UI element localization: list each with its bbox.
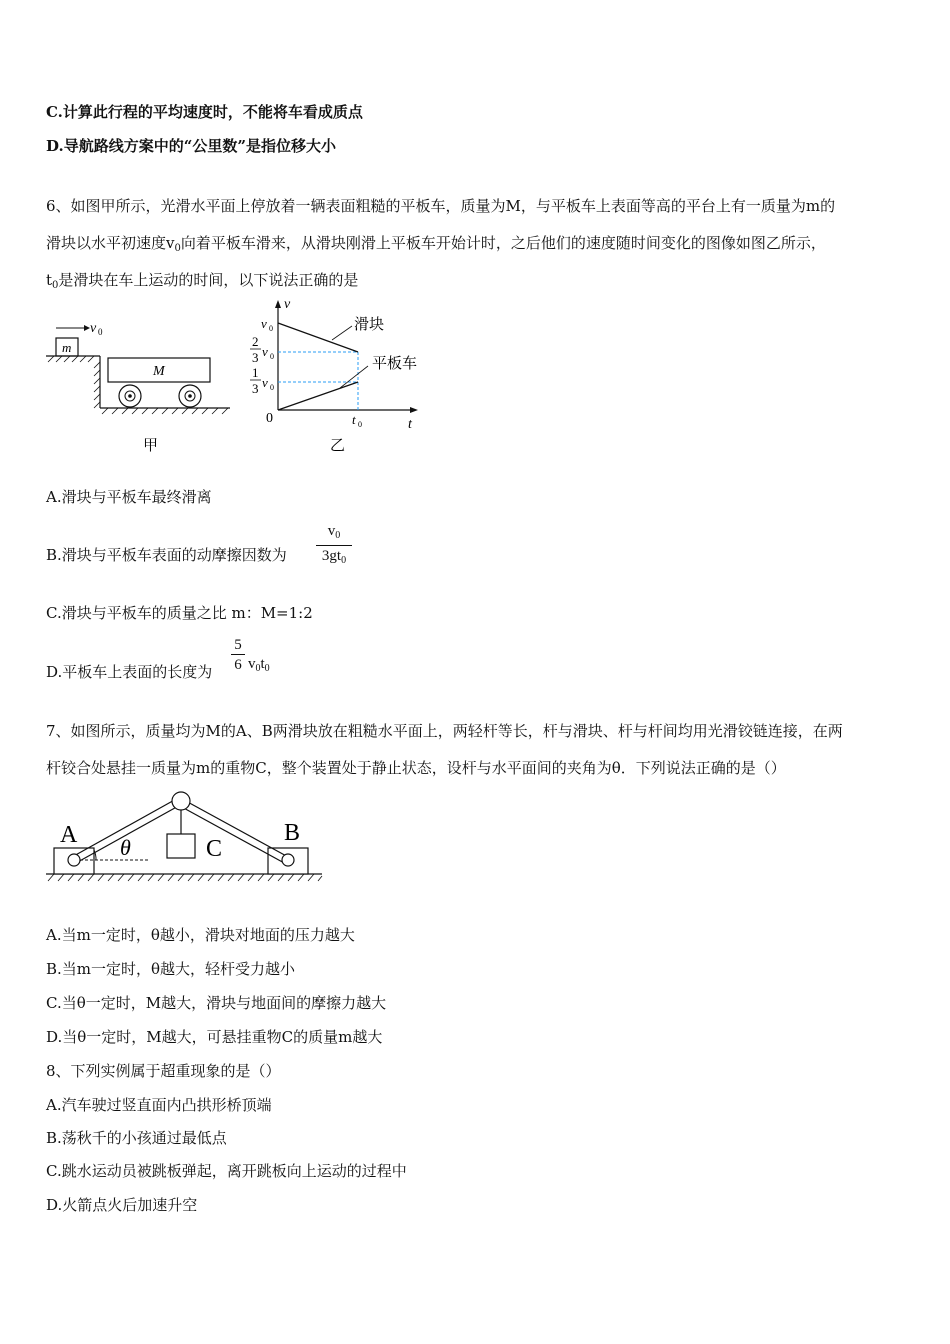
- svg-text:1: 1: [252, 365, 259, 380]
- yi-cart-line: [278, 382, 358, 410]
- q6-stem-line2: 滑块以水平初速度$v_0$向着平板车滑来，从滑块刚滑上平板车开始计时，之后他们的速度随时间变化的图像如图乙所示，: [46, 234, 826, 254]
- svg-text:0: 0: [98, 327, 103, 337]
- q8-option-b: B.荡秋千的小孩通过最低点: [46, 1129, 227, 1147]
- svg-text:0: 0: [269, 324, 273, 333]
- q7-option-d: D.当θ一定时，M越大，可悬挂重物C的质量m越大: [46, 1028, 383, 1046]
- svg-text:3: 3: [252, 350, 259, 365]
- q7-option-a: A.当m一定时，θ越小，滑块对地面的压力越大: [46, 926, 355, 944]
- q7-theta-label: θ: [120, 835, 131, 860]
- q8-option-d: D.火箭点火后加速升空: [46, 1196, 198, 1214]
- yi-origin: 0: [266, 411, 273, 426]
- q7-label-c: C: [206, 836, 223, 862]
- q8-stem: 8、下列实例属于超重现象的是（）: [46, 1062, 281, 1080]
- yi-t0-label: t: [352, 412, 356, 427]
- svg-text:0: 0: [270, 383, 274, 392]
- q6-option-c: C.滑块与平板车的质量之比 m：M=1:2: [46, 604, 313, 622]
- jia-caption: 甲: [143, 438, 159, 454]
- q5-option-c: C.计算此行程的平均速度时，不能将车看成质点: [46, 103, 363, 121]
- q7-stem-line2: 杆铰合处悬挂一质量为m的重物C，整个装置处于静止状态，设杆与水平面间的夹角为θ．下列说法正确的是（）: [46, 759, 786, 777]
- q7-stem-line1: 7、如图所示，质量均为M的A、B两滑块放在粗糙水平面上，两轻杆等长，杆与滑块、杆与杆间均用光滑铰链连接，在两: [46, 722, 843, 740]
- q7-figure: [40, 788, 330, 888]
- q6-option-d: D.平板车上表面的长度为: [46, 663, 213, 681]
- q7-option-c: C.当θ一定时，M越大，滑块与地面间的摩擦力越大: [46, 994, 387, 1012]
- q6-stem-line1: 6、如图甲所示，光滑水平面上停放着一辆表面粗糙的平板车，质量为M，与平板车上表面等高的平台上有一质量为m的: [46, 197, 836, 215]
- q5-option-d: D.导航路线方案中的“公里数”是指位移大小: [46, 137, 336, 155]
- yi-slider-line: [278, 323, 358, 352]
- q6-option-d-tail: $v_0t_0$: [248, 656, 270, 674]
- jia-cart-label: M: [153, 364, 165, 379]
- q7-label-b: B: [284, 820, 301, 846]
- q8-option-a: A.汽车驶过竖直面内凸拱形桥顶端: [46, 1096, 272, 1114]
- q6-stem-line3: $t_0$是滑块在车上运动的时间，以下说法正确的是: [46, 271, 359, 291]
- svg-text:v: v: [262, 344, 268, 359]
- yi-t-axis: t: [408, 417, 412, 432]
- svg-text:0: 0: [270, 352, 274, 361]
- q6-option-d-fraction: 5 6: [231, 636, 245, 675]
- q6-figure-yi: [240, 296, 440, 461]
- yi-caption: 乙: [330, 438, 346, 454]
- yi-label-slider: 滑块: [354, 317, 385, 333]
- q6-option-a: A.滑块与平板车最终滑离: [46, 488, 212, 506]
- yi-label-cart: 平板车: [372, 356, 418, 372]
- jia-v0-label: v: [90, 321, 97, 336]
- q7-option-b: B.当m一定时，θ越大，轻杆受力越小: [46, 960, 296, 978]
- svg-text:2: 2: [252, 334, 259, 349]
- svg-text:0: 0: [358, 420, 362, 429]
- svg-text:v: v: [262, 375, 268, 390]
- q6-option-b: B.滑块与平板车表面的动摩擦因数为: [46, 546, 287, 564]
- q7-label-a: A: [60, 822, 78, 848]
- yi-v0-label: v: [261, 316, 267, 331]
- q6-option-b-fraction: $v_0$ $3gt_0$: [316, 522, 352, 571]
- jia-block-label: m: [62, 340, 72, 355]
- q8-option-c: C.跳水运动员被跳板弹起，离开跳板向上运动的过程中: [46, 1162, 407, 1180]
- q6-figure-jia: [40, 314, 240, 459]
- yi-v-axis: v: [284, 297, 291, 312]
- svg-text:3: 3: [252, 381, 259, 396]
